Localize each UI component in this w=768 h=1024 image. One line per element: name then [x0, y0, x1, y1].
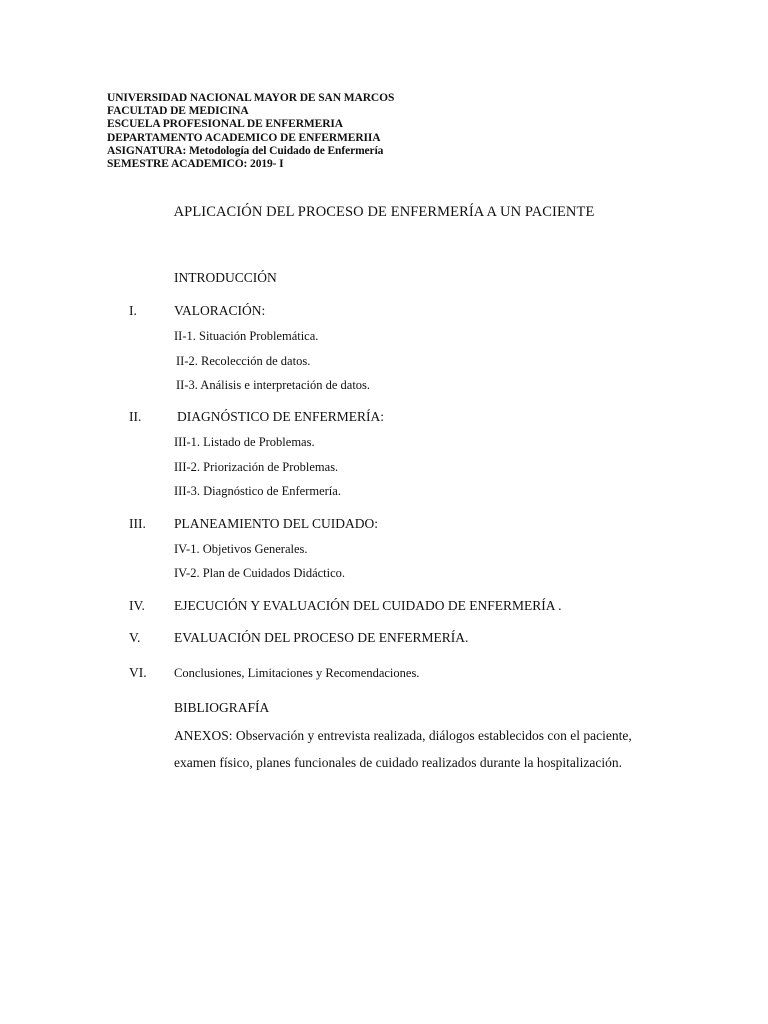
toc-section-heading: DIAGNÓSTICO DE ENFERMERÍA:	[177, 409, 384, 424]
document-header	[107, 92, 394, 171]
toc-subitem: II-1. Situación Problemática.	[174, 329, 319, 343]
subject-line: ASIGNATURA: Metodología del Cuidado de Enfermería	[107, 144, 384, 157]
department-name: DEPARTAMENTO ACADEMICO DE ENFERMERIIA	[107, 131, 381, 144]
university-name: UNIVERSIDAD NACIONAL MAYOR DE SAN MARCOS	[107, 92, 395, 104]
toc-section-heading: PLANEAMIENTO DEL CUIDADO:	[174, 516, 378, 531]
semester-line: SEMESTRE ACADEMICO: 2019- I	[107, 158, 284, 171]
toc-subitem: II-2. Recolección de datos.	[176, 354, 311, 368]
document-title: APLICACIÓN DEL PROCESO DE ENFERMERÍA A UN PACIENTE	[173, 204, 595, 220]
toc-subitem: III-1. Listado de Problemas.	[174, 435, 315, 449]
toc-section-heading: VALORACIÓN:	[174, 303, 266, 318]
toc-annexes: ANEXOS: Observación y entrevista realizada, diálogos establecidos con el paciente, examen físico, planes funcionales de cuidado realizados durante la hospitalización.	[174, 728, 632, 770]
toc-section-numeral: III.	[129, 516, 146, 531]
toc-subitem: IV-2. Plan de Cuidados Didáctico.	[174, 566, 346, 580]
toc-section-heading: EVALUACIÓN DEL PROCESO DE ENFERMERÍA.	[174, 630, 469, 645]
school-name: ESCUELA PROFESIONAL DE ENFERMERIA	[107, 118, 344, 131]
toc-section-heading: Conclusiones, Limitaciones y Recomendaciones.	[174, 666, 420, 680]
toc-section-numeral: I.	[129, 303, 137, 318]
toc-section-numeral: V.	[129, 630, 141, 645]
toc-subitem: III-3. Diagnóstico de Enfermería.	[174, 484, 341, 498]
faculty-name: FACULTAD DE MEDICINA	[107, 105, 249, 118]
toc-section-numeral: IV.	[129, 598, 145, 613]
toc-section-numeral: II.	[129, 409, 142, 424]
toc-introduction: INTRODUCCIÓN	[174, 270, 277, 285]
toc-subitem: IV-1. Objetivos Generales.	[174, 542, 308, 556]
toc-bibliography: BIBLIOGRAFÍA	[174, 700, 270, 715]
toc-subitem: III-2. Priorización de Problemas.	[174, 460, 339, 474]
toc-subitem: II-3. Análisis e interpretación de datos.	[176, 378, 371, 392]
toc-section-heading: EJECUCIÓN Y EVALUACIÓN DEL CUIDADO DE ENFERMERÍA .	[174, 598, 562, 613]
toc-section-numeral: VI.	[129, 665, 147, 680]
